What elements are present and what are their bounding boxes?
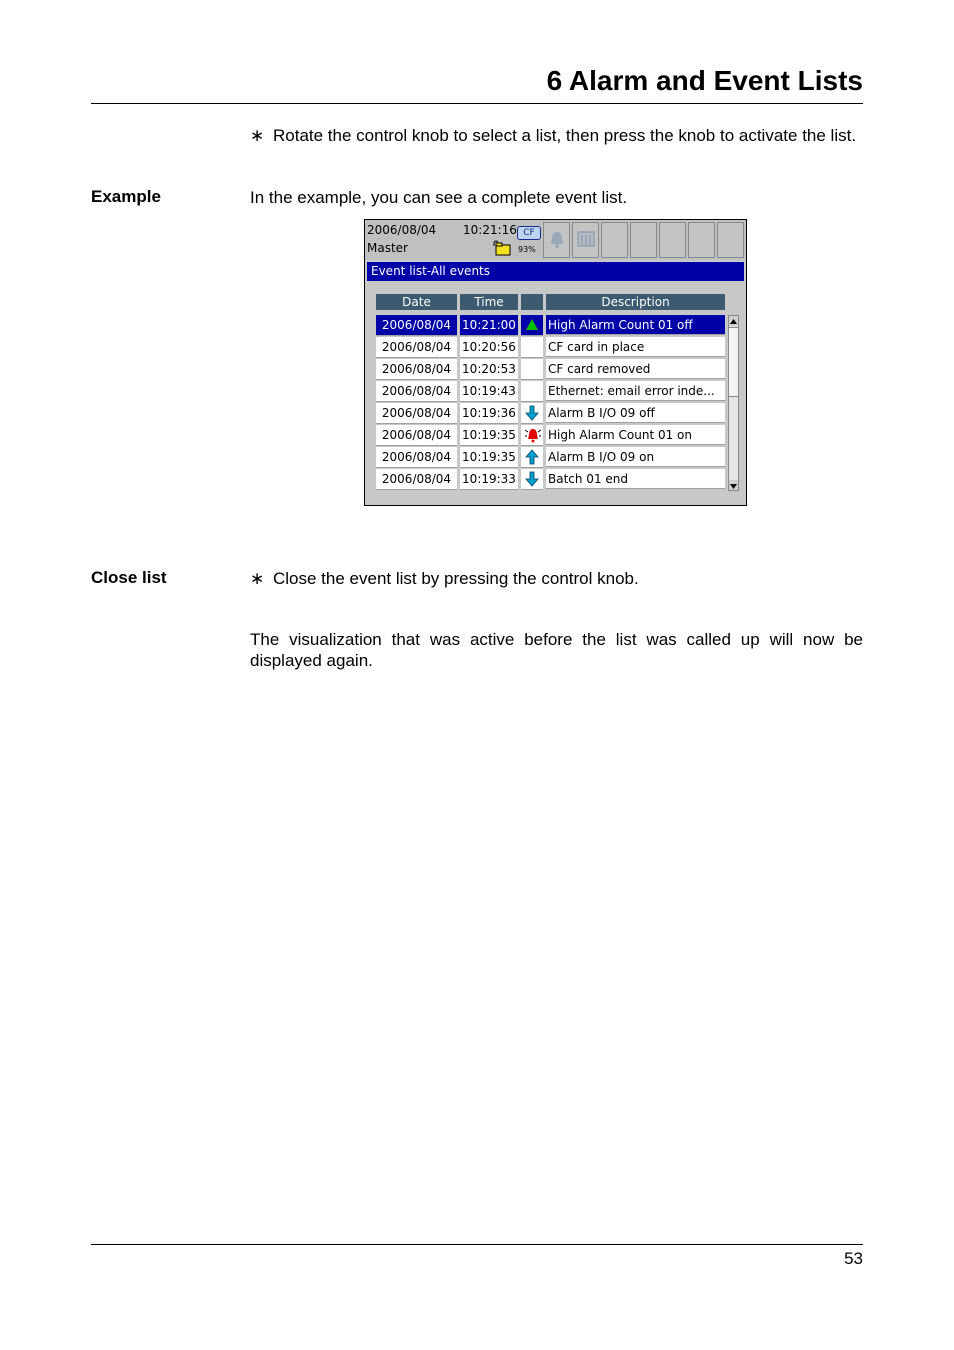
bullet-marker: ∗ <box>250 126 265 145</box>
arrow-down-icon <box>524 471 540 487</box>
row-icon-cell <box>521 403 543 424</box>
row-time: 10:19:33 <box>460 469 518 490</box>
arrow-down-icon <box>524 405 540 421</box>
scroll-down-button[interactable] <box>729 480 738 490</box>
row-date: 2006/08/04 <box>376 381 457 402</box>
example-text: In the example, you can see a complete event list. <box>250 188 628 207</box>
alarm-toolbar-button[interactable] <box>543 222 570 258</box>
table-row[interactable] <box>376 447 725 468</box>
row-time: 10:19:35 <box>460 447 518 468</box>
table-row[interactable] <box>376 403 725 424</box>
column-header-time[interactable]: Time <box>460 294 518 310</box>
row-date: 2006/08/04 <box>376 447 457 468</box>
scroll-up-button[interactable] <box>729 316 738 326</box>
toolbar-button-4[interactable] <box>630 222 657 258</box>
row-description: Ethernet: email error inde... <box>546 381 725 401</box>
row-time: 10:20:56 <box>460 337 518 358</box>
close-paragraph: The visualization that was active before the list was called up will now be displayed again. <box>250 630 863 670</box>
toolbar-button-5[interactable] <box>659 222 686 258</box>
table-row[interactable] <box>376 381 725 402</box>
event-list-screenshot <box>364 219 747 506</box>
triangle-down-icon <box>729 481 738 491</box>
calendar-toolbar-button[interactable] <box>572 222 599 258</box>
page-number: 53 <box>844 1249 863 1268</box>
row-icon-cell <box>521 381 543 402</box>
table-row[interactable] <box>376 315 725 336</box>
list-title-bar <box>367 262 744 281</box>
example-label: Example <box>91 187 161 206</box>
row-time: 10:21:00 <box>460 315 518 336</box>
row-date: 2006/08/04 <box>376 315 457 336</box>
table-row[interactable] <box>376 425 725 446</box>
row-date: 2006/08/04 <box>376 337 457 358</box>
row-time: 10:19:36 <box>460 403 518 424</box>
column-header-description[interactable]: Description <box>546 294 725 310</box>
table-row[interactable] <box>376 359 725 380</box>
list-title: Event list-All events <box>371 264 491 278</box>
intro-instruction: Rotate the control knob to select a list, then press the knob to activate the list. <box>273 126 857 145</box>
alarm-on-red-icon <box>524 427 542 443</box>
cf-card-percent: 93% <box>518 245 536 254</box>
bell-icon <box>548 230 566 250</box>
row-icon-cell <box>521 315 543 336</box>
row-icon-cell <box>521 359 543 380</box>
status-user: Master <box>367 241 408 255</box>
chapter-title: 6 Alarm and Event Lists <box>546 65 863 96</box>
row-icon-cell <box>521 469 543 490</box>
status-info <box>365 220 515 260</box>
row-description: High Alarm Count 01 on <box>546 425 725 445</box>
row-date: 2006/08/04 <box>376 403 457 424</box>
row-date: 2006/08/04 <box>376 469 457 490</box>
row-time: 10:20:53 <box>460 359 518 380</box>
row-time: 10:19:35 <box>460 425 518 446</box>
row-description: Alarm B I/O 09 off <box>546 403 725 423</box>
row-time: 10:19:43 <box>460 381 518 402</box>
toolbar-button-7[interactable] <box>717 222 744 258</box>
cf-card-icon: CF <box>517 226 541 240</box>
header-rule <box>91 103 863 104</box>
status-time: 10:21:16 <box>463 223 517 237</box>
vertical-scrollbar[interactable] <box>728 315 739 491</box>
table-row[interactable] <box>376 469 725 490</box>
folder-lock-icon <box>492 240 512 256</box>
triangle-up-icon <box>729 317 738 327</box>
row-icon-cell <box>521 337 543 358</box>
column-header-date[interactable]: Date <box>376 294 457 310</box>
event-table <box>365 282 746 505</box>
row-description: CF card removed <box>546 359 725 379</box>
scroll-thumb[interactable] <box>729 327 738 397</box>
row-description: Batch 01 end <box>546 469 725 489</box>
row-description: Alarm B I/O 09 on <box>546 447 725 467</box>
alarm-off-green-icon <box>524 317 540 333</box>
calendar-icon <box>577 230 595 248</box>
toolbar-button-6[interactable] <box>688 222 715 258</box>
status-bar <box>365 220 746 260</box>
bullet-marker: ∗ <box>250 569 265 588</box>
close-instruction: Close the event list by pressing the control knob. <box>273 569 639 588</box>
table-row[interactable] <box>376 337 725 358</box>
row-description: High Alarm Count 01 off <box>546 315 725 335</box>
cf-card-status[interactable] <box>516 222 542 258</box>
row-date: 2006/08/04 <box>376 359 457 380</box>
row-icon-cell <box>521 447 543 468</box>
close-list-label: Close list <box>91 568 167 587</box>
status-date: 2006/08/04 <box>367 223 437 237</box>
row-icon-cell <box>521 425 543 446</box>
row-description: CF card in place <box>546 337 725 357</box>
row-date: 2006/08/04 <box>376 425 457 446</box>
column-header-icon[interactable] <box>521 294 543 310</box>
footer-rule <box>91 1244 863 1245</box>
toolbar-button-3[interactable] <box>601 222 628 258</box>
arrow-up-icon <box>524 449 540 465</box>
